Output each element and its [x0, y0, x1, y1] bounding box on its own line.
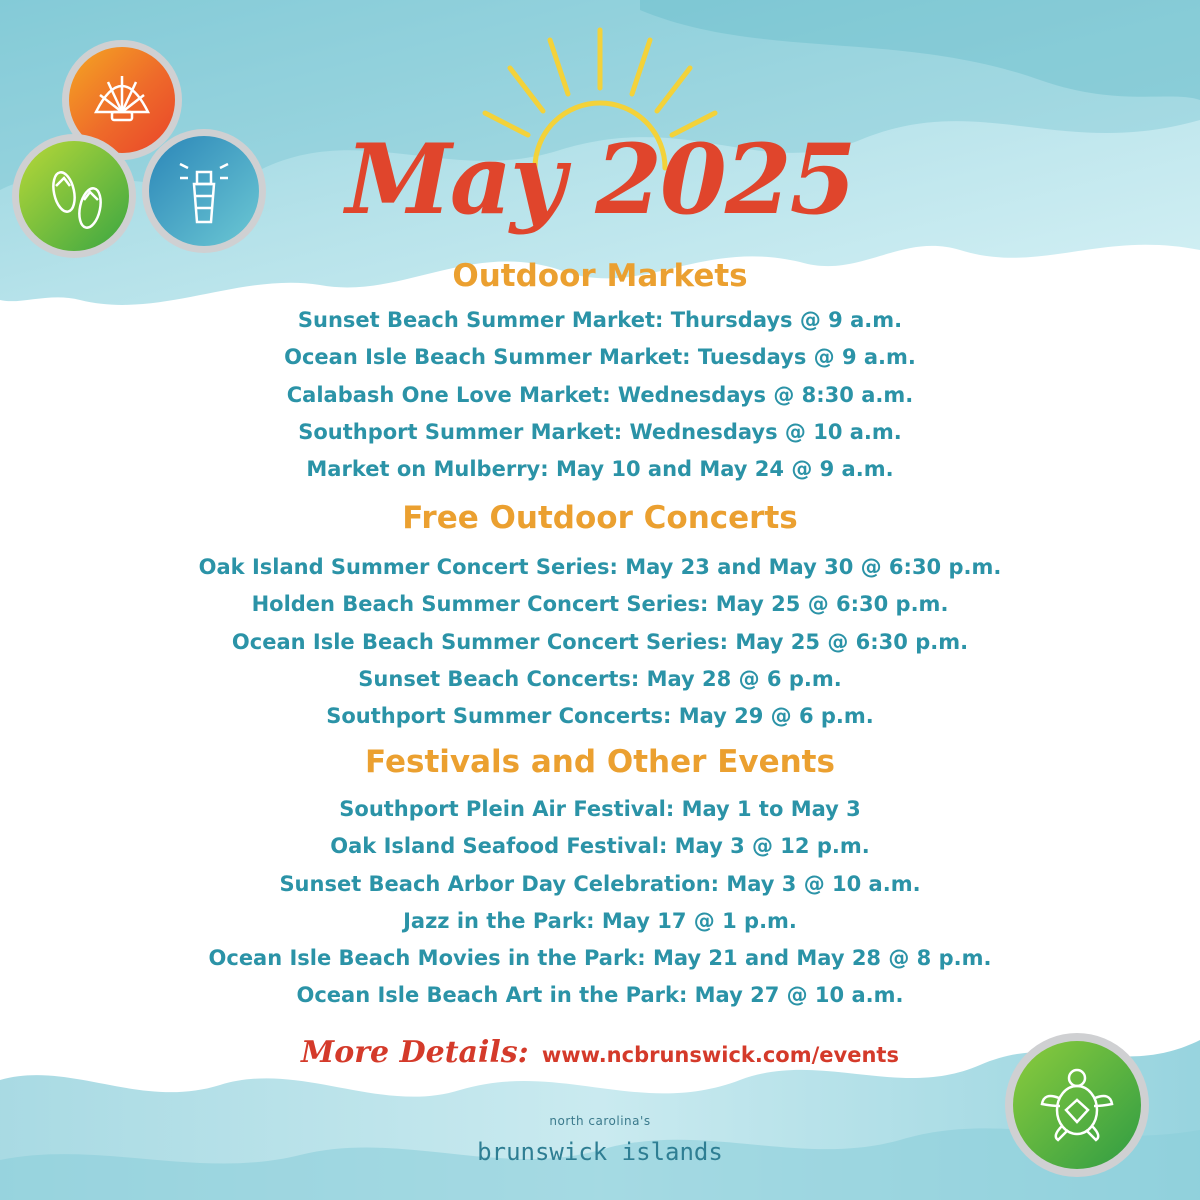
list-item: Ocean Isle Beach Summer Concert Series: May 25 @ 6:30 p.m.: [231, 629, 969, 654]
list-item: Sunset Beach Arbor Day Celebration: May 3 @ 10 a.m.: [279, 871, 921, 896]
section-heading-outdoor-markets: Outdoor Markets: [452, 258, 748, 294]
section-heading-festivals: Festivals and Other Events: [365, 744, 835, 780]
list-item: Market on Mulberry: May 10 and May 24 @ 9 a.m.: [306, 457, 894, 482]
events-link[interactable]: www.ncbrunswick.com/events: [541, 1043, 899, 1067]
list-item: Southport Plein Air Festival: May 1 to May 3: [339, 797, 861, 821]
list-item: Ocean Isle Beach Summer Market: Tuesdays @ 9 a.m.: [284, 345, 916, 370]
free-outdoor-concerts-list: [0, 549, 1200, 735]
list-item: Ocean Isle Beach Movies in the Park: May 21 and May 28 @ 8 p.m.: [208, 946, 992, 971]
list-item: Oak Island Seafood Festival: May 3 @ 12 p.m.: [330, 834, 870, 859]
brand-tagline: north carolina's: [549, 1114, 651, 1128]
more-details-label: More Details:: [301, 1035, 529, 1070]
section-heading-free-outdoor-concerts: Free Outdoor Concerts: [402, 500, 798, 536]
page-title: May 2025: [345, 123, 855, 236]
list-item: Sunset Beach Summer Market: Thursdays @ 9 a.m.: [297, 308, 903, 332]
outdoor-markets-list: [0, 302, 1200, 488]
festivals-list: [0, 791, 1200, 1015]
list-item: Jazz in the Park: May 17 @ 1 p.m.: [403, 908, 797, 933]
list-item: Southport Summer Concerts: May 29 @ 6 p.m.: [326, 704, 874, 729]
list-item: Sunset Beach Concerts: May 28 @ 6 p.m.: [358, 666, 842, 691]
list-item: Oak Island Summer Concert Series: May 23 and May 30 @ 6:30 p.m.: [198, 555, 1002, 579]
brand-logo-text: brunswick islands: [477, 1138, 723, 1166]
list-item: Southport Summer Market: Wednesdays @ 10 a.m.: [298, 419, 902, 444]
more-details: [0, 1035, 1200, 1070]
list-item: Ocean Isle Beach Art in the Park: May 27 @ 10 a.m.: [296, 983, 904, 1008]
list-item: Calabash One Love Market: Wednesdays @ 8:30 a.m.: [286, 382, 914, 407]
list-item: Holden Beach Summer Concert Series: May 25 @ 6:30 p.m.: [251, 592, 949, 617]
